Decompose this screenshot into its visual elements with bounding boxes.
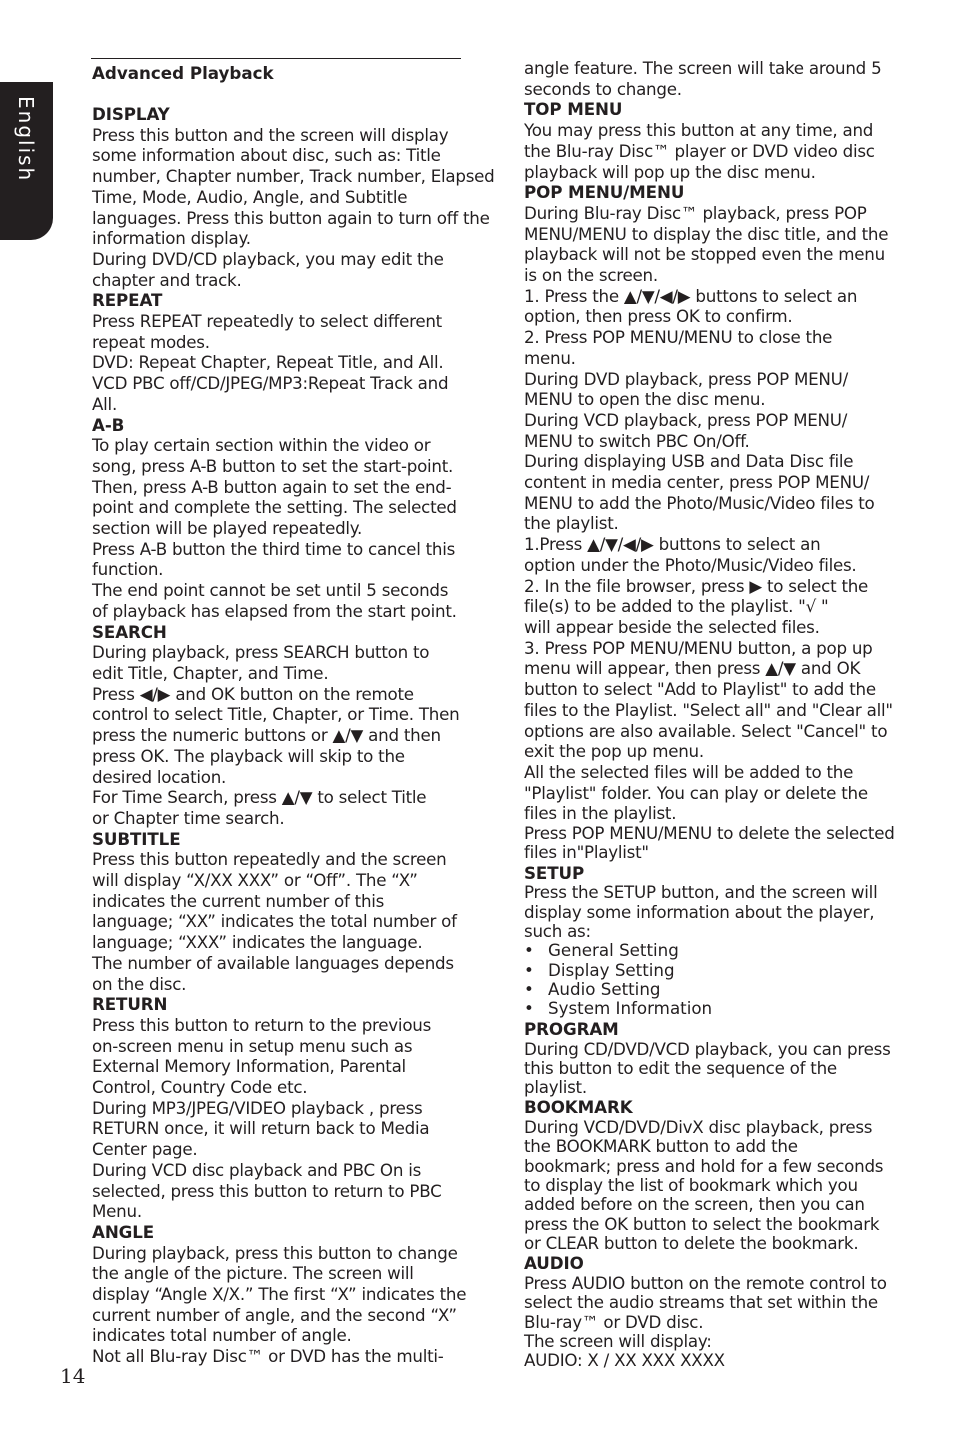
section-heading: ANGLE [92,1221,155,1242]
text-line: Press this button to return to the previous [92,1014,432,1035]
bullet-text: System Information [548,998,713,1019]
text-line: will appear beside the selected files. [524,616,820,637]
text-line: display “Angle X/X.” The first “X” indicates the [92,1284,467,1305]
text-line: Press AUDIO button on the remote control to [524,1272,887,1293]
text-line: button to select "Add to Playlist" to add the [524,679,876,700]
text-line: Not all Blu-ray Disc™ or DVD has the multi- [92,1346,444,1367]
text-line: seconds to change. [524,78,682,99]
text-line: For Time Search, press ▲/▼ to select Title [92,787,427,808]
text-line: desired location. [92,766,227,787]
section-heading: TOP MENU [524,99,623,120]
text-line: playback will not be stopped even the menu [524,244,885,265]
text-line: options are also available. Select "Cancel" to [524,720,888,741]
text-line: languages. Press this button again to turn off the [92,207,490,228]
text-line: To play certain section within the video or [92,435,431,456]
text-line: During CD/DVD/VCD playback, you can press [524,1038,891,1059]
text-line: playlist. [524,1077,587,1098]
text-line: During displaying USB and Data Disc file [524,451,854,472]
text-line: information display. [92,228,251,249]
text-line: press the numeric buttons or ▲/▼ and then [92,725,441,746]
section-heading: REPEAT [92,290,163,311]
text-line: Press this button and the screen will display [92,124,449,145]
text-line: edit Title, Chapter, and Time. [92,662,329,683]
section-heading: PROGRAM [524,1018,619,1039]
text-line: the Blu-ray Disc™ player or DVD video disc [524,140,875,161]
text-line: All the selected files will be added to the [524,761,854,782]
bullet-marker: • [524,998,534,1019]
text-line: selected, press this button to return to PBC [92,1180,442,1201]
page-number: 14 [60,1364,86,1388]
text-line: You may press this button at any time, and [524,120,874,141]
header-rule [91,58,461,59]
text-line: or CLEAR button to delete the bookmark. [524,1232,859,1253]
text-line: "Playlist" folder. You can play or delete the [524,782,868,803]
text-line: of playback has elapsed from the start point. [92,600,457,621]
text-line: MENU/MENU to display the disc title, and the [524,223,889,244]
section-heading: BOOKMARK [524,1097,633,1118]
text-line: file(s) to be added to the playlist. "√ " [524,596,829,617]
text-line: Press A-B button the third time to cancel this [92,538,456,559]
bullet-marker: • [524,940,534,961]
text-line: menu will appear, then press ▲/▼ and OK [524,658,861,679]
text-line: indicates the current number of this [92,890,385,911]
text-line: display some information about the player, [524,901,875,922]
text-line: 2. In the file browser, press ▶ to select the [524,575,869,596]
bullet-item [524,980,896,999]
text-line: The number of available languages depends [92,952,454,973]
section-heading: SEARCH [92,621,167,642]
text-line: added before on the screen, then you can [524,1194,865,1215]
text-line: option under the Photo/Music/Video files. [524,554,857,575]
text-line: will display “X/XX XXX” or “Off”. The “X” [92,870,418,891]
text-line: bookmark; press and hold for a few seconds [524,1155,884,1176]
text-line: press the OK button to select the bookmark [524,1213,880,1234]
text-line: press OK. The playback will skip to the [92,745,405,766]
text-line: Press this button repeatedly and the screen [92,849,447,870]
text-line: files in"Playlist" [524,842,649,863]
text-line: DVD: Repeat Chapter, Repeat Title, and All. [92,352,444,373]
text-line: some information about disc, such as: Title [92,145,441,166]
text-line: on-screen menu in setup menu such as [92,1035,413,1056]
text-line: VCD PBC off/CD/JPEG/MP3:Repeat Track and [92,373,449,394]
text-line: AUDIO: X / XX XXX XXXX [524,1350,725,1371]
text-line: Center page. [92,1139,198,1160]
section-heading: SETUP [524,862,585,883]
bullet-text: Audio Setting [548,979,661,1000]
text-line: MENU to add the Photo/Music/Video files to [524,492,875,513]
text-line: language; “XX” indicates the total number of [92,911,457,932]
text-line: Press POP MENU/MENU to delete the selected [524,823,895,844]
text-line: is on the screen. [524,265,658,286]
text-line: Then, press A-B button again to set the end- [92,476,452,497]
text-line: During playback, press SEARCH button to [92,642,430,663]
text-line: The screen will display: [524,1330,712,1351]
text-line: RETURN once, it will return back to Media [92,1118,430,1139]
text-line: content in media center, press POP MENU/ [524,472,870,493]
text-line: function. [92,559,164,580]
text-line: Blu-ray™ or DVD disc. [524,1311,704,1332]
text-line: angle feature. The screen will take around 5 [524,58,882,78]
text-line: exit the pop up menu. [524,741,704,762]
section-heading: POP MENU/MENU [524,182,685,203]
bullet-marker: • [524,979,534,1000]
text-line: repeat modes. [92,331,210,352]
text-line: point and complete the setting. The selected [92,497,457,518]
section-heading: AUDIO [524,1253,584,1274]
bullet-marker: • [524,959,534,980]
text-line: current number of angle, and the second “X” [92,1304,457,1325]
text-line: the playlist. [524,513,619,534]
text-line: During playback, press this button to change [92,1242,458,1263]
text-line: select the audio streams that set within the [524,1292,878,1313]
text-line: playback will pop up the disc menu. [524,161,816,182]
text-line: During MP3/JPEG/VIDEO playback , press [92,1097,423,1118]
text-line: During VCD playback, press POP MENU/ [524,409,848,430]
bullet-text: General Setting [548,940,679,961]
language-tab-label: English [14,96,38,183]
text-line: control to select Title, Chapter, or Time. Then [92,704,460,725]
text-line: files to the Playlist. "Select all" and "Clear all" [524,699,893,720]
text-line: chapter and track. [92,269,242,290]
left-column [92,62,495,1367]
text-line: Time, Mode, Audio, Angle, and Subtitle [92,186,408,207]
text-line: such as: [524,920,591,941]
language-tab [0,82,53,240]
text-line: All. [92,393,117,414]
bullet-item [524,961,896,980]
text-line: The end point cannot be set until 5 seconds [92,580,449,601]
text-line: During VCD disc playback and PBC On is [92,1159,422,1180]
text-line: menu. [524,347,576,368]
text-line: number, Chapter number, Track number, Elapsed [92,166,495,187]
text-line: files in the playlist. [524,803,677,824]
text-line: MENU to switch PBC On/Off. [524,430,750,451]
bullet-text: Display Setting [548,959,675,980]
text-line: MENU to open the disc menu. [524,389,766,410]
text-line: Press ◀/▶ and OK button on the remote [92,683,414,704]
text-line: or Chapter time search. [92,807,285,828]
text-line: Menu. [92,1201,142,1222]
section-heading: DISPLAY [92,104,170,124]
bullet-item [524,999,896,1018]
text-line: language; “XXX” indicates the language. [92,932,423,953]
text-line: 1. Press the ▲/▼/◀/▶ buttons to select an [524,285,858,306]
text-line: on the disc. [92,973,187,994]
text-line: During DVD playback, press POP MENU/ [524,368,848,389]
right-column [524,58,896,1370]
text-line: During Blu-ray Disc™ playback, press POP [524,202,867,223]
text-line: to display the list of bookmark which you [524,1175,858,1196]
text-line: the angle of the picture. The screen will [92,1263,414,1284]
text-line: Control, Country Code etc. [92,1077,308,1098]
text-line: 2. Press POP MENU/MENU to close the [524,327,833,348]
text-line: Press REPEAT repeatedly to select different [92,311,442,332]
text-line: 3. Press POP MENU/MENU button, a pop up [524,637,873,658]
section-heading: RETURN [92,994,168,1015]
text-line: the BOOKMARK button to add the [524,1136,798,1157]
section-heading: SUBTITLE [92,828,181,849]
text-line: External Memory Information, Parental [92,1056,406,1077]
text-line: 1.Press ▲/▼/◀/▶ buttons to select an [524,534,821,555]
text-line: During DVD/CD playback, you may edit the [92,248,444,269]
text-line: indicates total number of angle. [92,1325,352,1346]
text-line: this button to edit the sequence of the [524,1057,837,1078]
text-line: song, press A-B button to set the start-point. [92,455,454,476]
section-heading: A-B [92,414,125,435]
text-line: Press the SETUP button, and the screen will [524,882,878,903]
text-line: During VCD/DVD/DivX disc playback, press [524,1117,873,1138]
text-line: option, then press OK to confirm. [524,306,793,327]
text-line: section will be played repeatedly. [92,518,363,539]
page-title: Advanced Playback [92,63,274,83]
bullet-item [524,941,896,960]
